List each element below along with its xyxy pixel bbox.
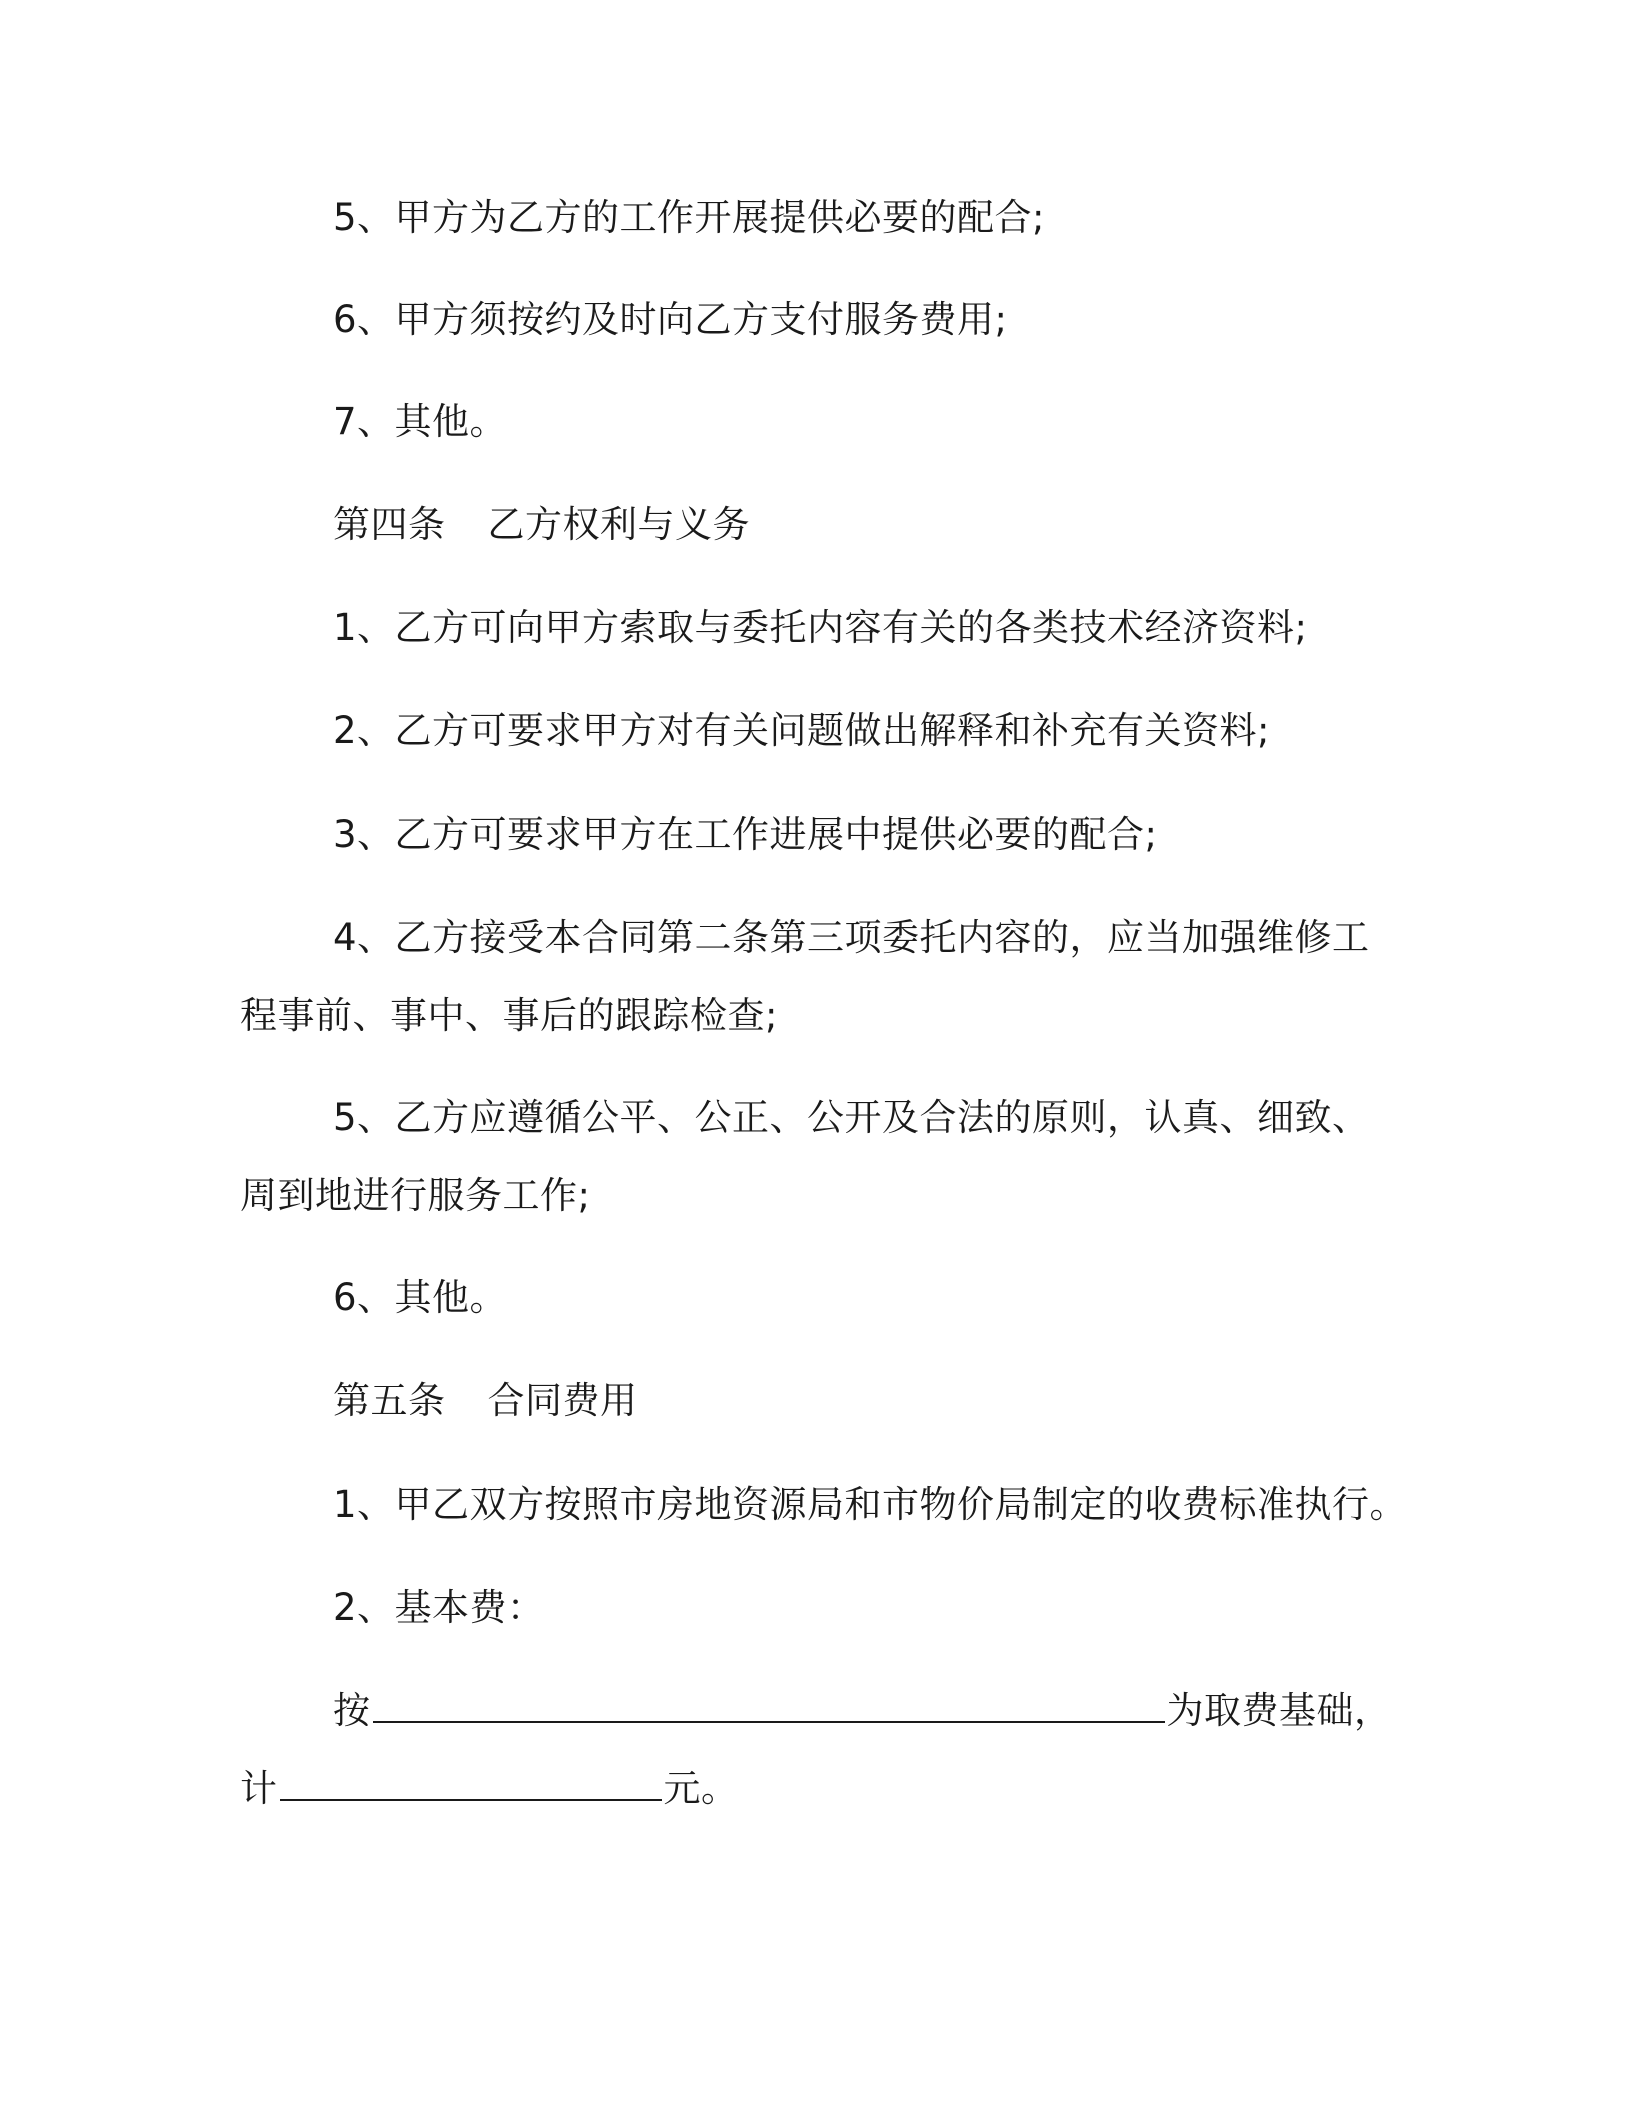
fee-basis-suffix: 为取费基础， — [1166, 1689, 1392, 1732]
article-4-item-1: 1、乙方可向甲方索取与委托内容有关的各类技术经济资料; — [333, 606, 1308, 649]
article-5-item-1: 1、甲乙双方按照市房地资源局和市物价局制定的收费标准执行。 — [333, 1483, 1408, 1526]
clause-3-item-6: 6、甲方须按约及时向乙方支付服务费用; — [333, 298, 1008, 341]
article-4-item-5: 5、乙方应遵循公平、公正、公开及合法的原则，认真、细致、 — [333, 1096, 1370, 1139]
article-4-item-6: 6、其他。 — [333, 1276, 508, 1319]
article-5-item-2: 2、基本费： — [333, 1586, 545, 1629]
fee-basis-line — [333, 1689, 1392, 1733]
clause-3-item-5: 5、甲方为乙方的工作开展提供必要的配合; — [333, 196, 1046, 239]
article-4-item-4-continued: 程事前、事中、事后的跟踪检查; — [240, 994, 778, 1037]
fee-basis-prefix: 按 — [333, 1689, 371, 1732]
fee-amount-blank — [280, 1767, 662, 1801]
fee-basis-blank — [373, 1689, 1165, 1723]
article-4-item-3: 3、乙方可要求甲方在工作进展中提供必要的配合; — [333, 813, 1158, 856]
article-4-title: 乙方权利与义务 — [487, 503, 750, 546]
article-4-number: 第四条 — [333, 503, 446, 546]
article-5-number: 第五条 — [333, 1379, 446, 1422]
fee-amount-prefix: 计 — [240, 1767, 278, 1810]
article-4-heading — [333, 503, 750, 547]
article-4-item-2: 2、乙方可要求甲方对有关问题做出解释和补充有关资料; — [333, 709, 1271, 752]
clause-3-item-7: 7、其他。 — [333, 400, 508, 443]
article-4-item-5-continued: 周到地进行服务工作; — [240, 1174, 591, 1217]
fee-amount-suffix: 元。 — [663, 1767, 739, 1810]
article-5-title: 合同费用 — [487, 1379, 638, 1422]
fee-amount-line — [240, 1767, 739, 1811]
article-4-item-4: 4、乙方接受本合同第二条第三项委托内容的，应当加强维修工 — [333, 916, 1370, 959]
article-5-heading — [333, 1379, 638, 1423]
